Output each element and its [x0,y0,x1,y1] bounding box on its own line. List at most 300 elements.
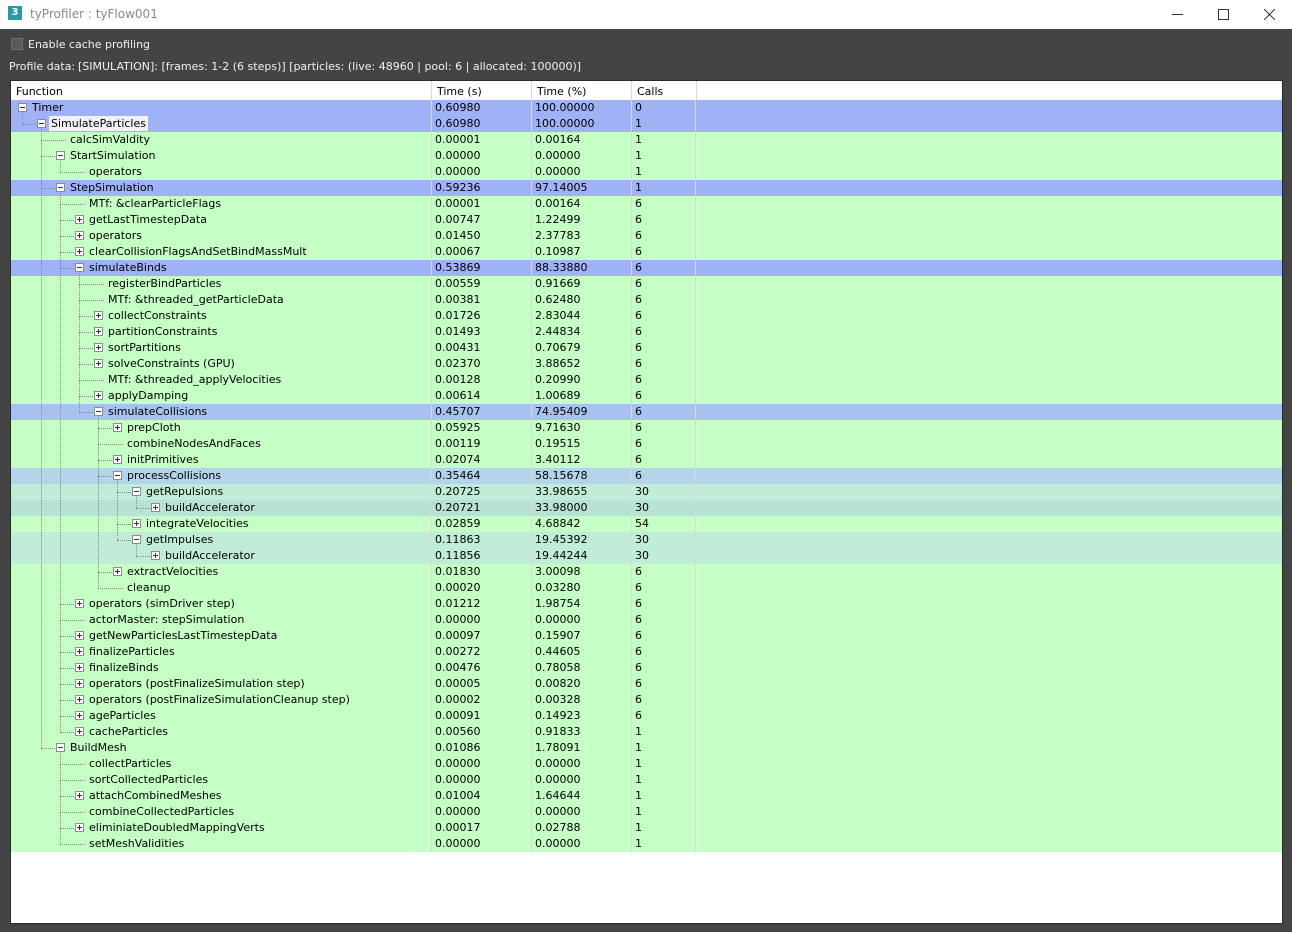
function-cell [11,436,431,452]
expand-icon[interactable] [75,647,84,656]
time-pct-cell: 0.20990 [531,372,631,388]
window-title: tyProfiler : tyFlow001 [30,7,158,21]
function-name: operators (simDriver step) [89,597,235,610]
tree-row[interactable] [11,164,1282,180]
tree-connector [79,380,104,381]
tree-row[interactable] [11,644,1282,660]
time-cell: 0.00000 [431,804,531,820]
tree-connector [98,476,112,477]
calls-cell: 6 [631,244,696,260]
calls-cell: 1 [631,740,696,756]
tree-connector [98,444,123,445]
expand-icon[interactable] [132,519,141,528]
tree-connector [117,492,131,493]
tree-row[interactable] [11,660,1282,676]
calls-cell: 6 [631,596,696,612]
column-header-calls[interactable]: Calls [632,81,697,100]
tree-row[interactable] [11,228,1282,244]
calls-cell: 1 [631,724,696,740]
expand-icon[interactable] [113,455,122,464]
expand-icon[interactable] [75,711,84,720]
tree-row[interactable] [11,692,1282,708]
expand-icon[interactable] [75,823,84,832]
calls-cell: 6 [631,212,696,228]
expand-icon[interactable] [113,567,122,576]
time-cell: 0.00017 [431,820,531,836]
function-cell [11,580,431,596]
time-cell: 0.00000 [431,836,531,852]
function-cell [11,756,431,772]
tree-connector [60,764,85,765]
tree-connector [79,396,93,397]
time-pct-cell: 0.00328 [531,692,631,708]
expand-icon[interactable] [75,631,84,640]
time-pct-cell: 4.68842 [531,516,631,532]
calls-cell: 6 [631,228,696,244]
function-name: operators [89,165,143,178]
calls-cell: 1 [631,164,696,180]
time-pct-cell: 0.00000 [531,612,631,628]
collapse-icon[interactable] [132,487,141,496]
tree-connector [60,636,74,637]
calls-cell: 6 [631,468,696,484]
tree-connector [98,572,112,573]
tree-connector [41,140,66,141]
tree-row[interactable] [11,484,1282,500]
time-pct-cell: 2.37783 [531,228,631,244]
function-cell [11,228,431,244]
calls-cell: 30 [631,548,696,564]
time-pct-cell: 0.44605 [531,644,631,660]
function-name: sortPartitions [108,341,181,354]
calls-cell: 6 [631,388,696,404]
function-cell [11,292,431,308]
column-header-time-pct[interactable]: Time (%) [532,81,632,100]
function-cell [11,724,431,740]
profiler-tree[interactable] [10,80,1283,924]
time-pct-cell: 19.44244 [531,548,631,564]
calls-cell: 6 [631,580,696,596]
tree-connector [98,428,112,429]
tree-guide-line [60,193,61,732]
collapse-icon[interactable] [113,471,122,480]
time-cell: 0.00067 [431,244,531,260]
function-cell [11,356,431,372]
time-pct-cell: 1.00689 [531,388,631,404]
tree-row[interactable] [11,148,1282,164]
collapse-icon[interactable] [75,263,84,272]
minimize-button[interactable] [1154,0,1200,29]
time-pct-cell: 0.00000 [531,164,631,180]
tree-connector [79,364,93,365]
tree-row[interactable] [11,596,1282,612]
function-cell [11,836,431,852]
tree-connector [117,540,131,541]
calls-cell: 6 [631,612,696,628]
time-pct-cell: 1.22499 [531,212,631,228]
tree-row[interactable] [11,420,1282,436]
time-cell: 0.01212 [431,596,531,612]
tree-connector [79,412,93,413]
time-cell: 0.01450 [431,228,531,244]
time-cell: 0.00091 [431,708,531,724]
tree-row[interactable] [11,612,1282,628]
function-cell [11,516,431,532]
collapse-icon[interactable] [94,407,103,416]
time-cell: 0.00560 [431,724,531,740]
tree-connector [60,220,74,221]
tree-connector [79,316,93,317]
time-pct-cell: 0.00164 [531,196,631,212]
function-cell [11,100,431,116]
expand-icon[interactable] [75,727,84,736]
function-name: applyDamping [108,389,189,402]
tree-row[interactable] [11,292,1282,308]
calls-cell: 6 [631,404,696,420]
column-header-function[interactable]: Function [11,81,432,100]
time-cell: 0.00001 [431,196,531,212]
time-pct-cell: 0.00000 [531,772,631,788]
tree-row[interactable] [11,324,1282,340]
tree-row[interactable] [11,708,1282,724]
time-cell: 0.01086 [431,740,531,756]
function-name: ageParticles [89,709,156,722]
function-name: getRepulsions [146,485,224,498]
calls-cell: 6 [631,564,696,580]
time-cell: 0.00001 [431,132,531,148]
tree-guide-line [98,417,99,588]
tree-row[interactable] [11,724,1282,740]
collapse-icon[interactable] [37,119,46,128]
time-pct-cell: 0.62480 [531,292,631,308]
function-cell [11,340,431,356]
function-name: actorMaster: stepSimulation [89,613,245,626]
tree-row[interactable] [11,516,1282,532]
calls-cell: 6 [631,692,696,708]
tree-row[interactable] [11,116,1282,132]
time-pct-cell: 0.02788 [531,820,631,836]
time-cell: 0.00476 [431,660,531,676]
tree-connector [117,524,131,525]
function-name: finalizeBinds [89,661,159,674]
app-icon: 3 [8,6,22,20]
function-name: collectConstraints [108,309,207,322]
tree-row[interactable] [11,580,1282,596]
time-cell: 0.01493 [431,324,531,340]
function-name: eliminiateDoubledMappingVerts [89,821,265,834]
expand-icon[interactable] [94,343,103,352]
time-cell: 0.02370 [431,356,531,372]
expand-icon[interactable] [151,503,160,512]
calls-cell: 1 [631,132,696,148]
collapse-icon[interactable] [56,743,65,752]
expand-icon[interactable] [75,679,84,688]
time-cell: 0.00002 [431,692,531,708]
tree-row[interactable] [11,180,1282,196]
tree-row[interactable] [11,196,1282,212]
calls-cell: 1 [631,180,696,196]
time-pct-cell: 88.33880 [531,260,631,276]
tree-row[interactable] [11,564,1282,580]
time-cell: 0.01004 [431,788,531,804]
time-pct-cell: 0.78058 [531,660,631,676]
tree-connector [79,300,104,301]
function-cell [11,452,431,468]
function-cell [11,676,431,692]
tree-row[interactable] [11,740,1282,756]
time-cell: 0.00000 [431,164,531,180]
time-pct-cell: 74.95409 [531,404,631,420]
tree-guide-line [136,497,137,508]
tree-connector [60,172,85,173]
time-pct-cell: 3.00098 [531,564,631,580]
function-cell [11,612,431,628]
calls-cell: 6 [631,196,696,212]
time-pct-cell: 0.00000 [531,756,631,772]
time-cell: 0.00119 [431,436,531,452]
calls-cell: 6 [631,260,696,276]
column-header-time-s[interactable]: Time (s) [432,81,532,100]
tree-connector [136,508,150,509]
function-name: finalizeParticles [89,645,175,658]
tree-connector [79,348,93,349]
collapse-icon[interactable] [18,103,27,112]
tree-connector [60,652,74,653]
function-cell [11,164,431,180]
calls-cell: 6 [631,628,696,644]
function-cell [11,148,431,164]
tree-row[interactable] [11,676,1282,692]
calls-cell: 6 [631,276,696,292]
time-cell: 0.00005 [431,676,531,692]
tree-row[interactable] [11,356,1282,372]
function-name: extractVelocities [127,565,219,578]
time-pct-cell: 0.91669 [531,276,631,292]
tree-row[interactable] [11,372,1282,388]
tree-guide-line [60,161,61,172]
time-pct-cell: 9.71630 [531,420,631,436]
function-cell [11,180,431,196]
function-cell [11,308,431,324]
function-name: initPrimitives [127,453,199,466]
expand-icon[interactable] [75,215,84,224]
function-cell [11,132,431,148]
expand-icon[interactable] [75,791,84,800]
tree-connector [60,780,85,781]
time-pct-cell: 0.10987 [531,244,631,260]
function-name: MTf: &clearParticleFlags [89,197,222,210]
time-cell: 0.00097 [431,628,531,644]
expand-icon[interactable] [94,359,103,368]
calls-cell: 6 [631,660,696,676]
expand-icon[interactable] [113,423,122,432]
tree-row[interactable] [11,788,1282,804]
function-name: clearCollisionFlagsAndSetBindMassMult [89,245,307,258]
time-pct-cell: 1.98754 [531,596,631,612]
function-cell [11,388,431,404]
tree-row[interactable] [11,308,1282,324]
function-cell [11,820,431,836]
tree-connector [60,252,74,253]
calls-cell: 0 [631,100,696,116]
time-pct-cell: 97.14005 [531,180,631,196]
function-name: combineCollectedParticles [89,805,235,818]
time-cell: 0.00000 [431,772,531,788]
time-pct-cell: 100.00000 [531,116,631,132]
tree-row[interactable] [11,532,1282,548]
tree-connector [60,236,74,237]
tree-connector [79,284,104,285]
time-pct-cell: 0.00000 [531,148,631,164]
function-name: simulateCollisions [108,405,208,418]
tree-row[interactable] [11,628,1282,644]
time-cell: 0.00000 [431,756,531,772]
tree-row[interactable] [11,756,1282,772]
function-name: solveConstraints (GPU) [108,357,235,370]
time-pct-cell: 0.00000 [531,804,631,820]
tree-row[interactable] [11,804,1282,820]
tree-connector [60,796,74,797]
tree-guide-line [117,481,118,540]
tree-row[interactable] [11,244,1282,260]
expand-icon[interactable] [75,695,84,704]
calls-cell: 6 [631,324,696,340]
calls-cell: 54 [631,516,696,532]
function-name: StepSimulation [70,181,154,194]
function-cell [11,212,431,228]
tree-row[interactable] [11,260,1282,276]
tree-guide-line [60,753,61,844]
calls-cell: 6 [631,452,696,468]
time-pct-cell: 3.88652 [531,356,631,372]
time-cell: 0.00020 [431,580,531,596]
function-cell [11,484,431,500]
calls-cell: 1 [631,836,696,852]
tree-row[interactable] [11,340,1282,356]
time-cell: 0.59236 [431,180,531,196]
enable-cache-profiling-checkbox[interactable] [11,38,23,50]
function-cell [11,260,431,276]
tree-row[interactable] [11,388,1282,404]
profile-data-value: [SIMULATION]: [frames: 1-2 (6 steps)] [particles: (live: 48960 | pool: 6 | allocated: 100000)] [78,60,582,73]
tree-row[interactable] [11,836,1282,852]
time-cell: 0.35464 [431,468,531,484]
time-cell: 0.00381 [431,292,531,308]
tree-row[interactable] [11,452,1282,468]
maximize-button[interactable] [1200,0,1246,29]
time-cell: 0.05925 [431,420,531,436]
tree-connector [60,684,74,685]
function-cell [11,324,431,340]
time-cell: 0.00272 [431,644,531,660]
function-name: processCollisions [127,469,222,482]
tree-row[interactable] [11,820,1282,836]
function-name: BuildMesh [70,741,127,754]
time-pct-cell: 0.00000 [531,836,631,852]
collapse-icon[interactable] [56,183,65,192]
time-pct-cell: 3.40112 [531,452,631,468]
function-cell [11,564,431,580]
function-cell [11,628,431,644]
function-cell [11,116,431,132]
tree-row[interactable] [11,132,1282,148]
time-cell: 0.00559 [431,276,531,292]
calls-cell: 6 [631,292,696,308]
expand-icon[interactable] [75,599,84,608]
collapse-icon[interactable] [132,535,141,544]
function-cell [11,500,431,516]
expand-icon[interactable] [94,327,103,336]
time-cell: 0.20721 [431,500,531,516]
calls-cell: 30 [631,532,696,548]
title-bar [0,0,1292,29]
time-cell: 0.00128 [431,372,531,388]
expand-icon[interactable] [151,551,160,560]
function-name: operators (postFinalizeSimulationCleanup step) [89,693,350,706]
function-cell [11,804,431,820]
calls-cell: 6 [631,372,696,388]
function-name: cleanup [127,581,171,594]
expand-icon[interactable] [75,231,84,240]
tree-row[interactable] [11,772,1282,788]
tree-connector [60,700,74,701]
time-cell: 0.60980 [431,100,531,116]
tree-row[interactable] [11,100,1282,116]
function-name: getImpulses [146,533,214,546]
time-cell: 0.00000 [431,612,531,628]
calls-cell: 1 [631,804,696,820]
tree-connector [60,620,85,621]
tree-row[interactable] [11,404,1282,420]
function-name: buildAccelerator [165,501,255,514]
profile-data-label: Profile data: [9,60,76,73]
tree-guide-line [22,113,23,124]
expand-icon[interactable] [75,663,84,672]
time-pct-cell: 19.45392 [531,532,631,548]
time-pct-cell: 33.98000 [531,500,631,516]
tree-connector [22,124,36,125]
time-cell: 0.01726 [431,308,531,324]
expand-icon[interactable] [94,311,103,320]
function-name: sortCollectedParticles [89,773,209,786]
time-cell: 0.11863 [431,532,531,548]
function-name: operators (postFinalizeSimulation step) [89,677,305,690]
enable-cache-profiling-label: Enable cache profiling [28,38,151,51]
tree-row[interactable] [11,548,1282,564]
expand-icon[interactable] [75,247,84,256]
tree-row[interactable] [11,468,1282,484]
function-name: SimulateParticles [51,117,146,130]
minimize-icon [1172,9,1183,20]
tree-connector [60,268,74,269]
time-cell: 0.02859 [431,516,531,532]
tree-row[interactable] [11,276,1282,292]
time-cell: 0.53869 [431,260,531,276]
function-cell [11,244,431,260]
expand-icon[interactable] [94,391,103,400]
tree-row[interactable] [11,500,1282,516]
tree-row[interactable] [11,436,1282,452]
tree-connector [60,604,74,605]
time-pct-cell: 58.15678 [531,468,631,484]
function-name: getLastTimestepData [89,213,207,226]
calls-cell: 30 [631,484,696,500]
time-pct-cell: 1.64644 [531,788,631,804]
tree-row[interactable] [11,212,1282,228]
collapse-icon[interactable] [56,151,65,160]
close-button[interactable] [1246,0,1292,29]
tree-connector [79,332,93,333]
